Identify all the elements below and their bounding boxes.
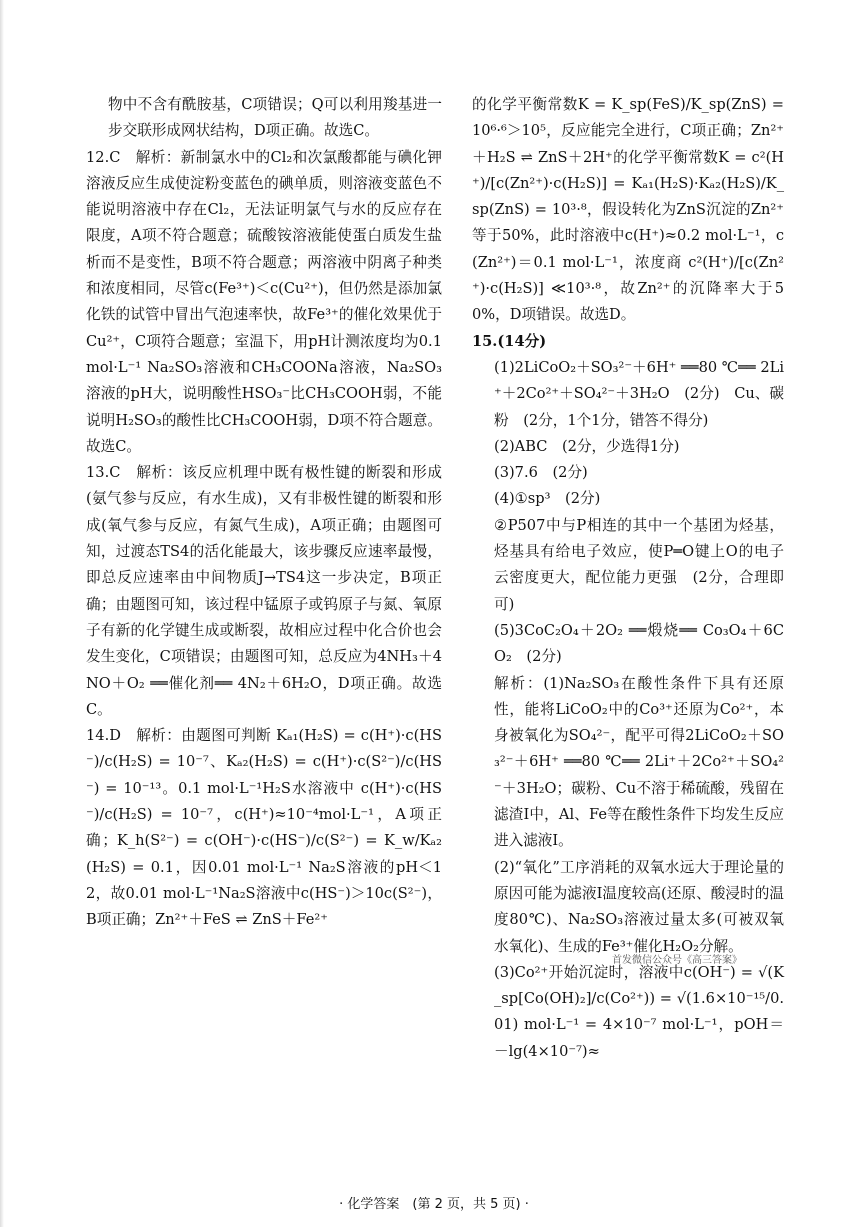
scan-edge — [0, 0, 4, 1227]
answer-15-5: (5)3CoC₂O₄＋2O₂ ══煅烧══ Co₃O₄＋6CO₂ (2分) — [494, 621, 784, 666]
answer-15-4b: ②P507中与P相连的其中一个基团为烃基，烃基具有给电子效应，使P═O键上O的电子云密度更大，配位能力更强 (2分，合理即可) — [494, 516, 784, 613]
question-15-heading: 15.(14分) — [472, 332, 547, 350]
explanation-15-3: (3)Co²⁺开始沉淀时，溶液中c(OH⁻) = √(K_sp[Co(OH)₂]/c(Co²⁺)) = √(1.6×10⁻¹⁵/0.01) mol·L⁻¹ = 4×10⁻⁷ mol·L⁻¹，pOH＝－lg(4×10⁻⁷)≈ — [494, 963, 784, 1060]
answer-15-4a: (4)①sp³ (2分) — [494, 490, 601, 508]
answer-15-3: (3)7.6 (2分) — [494, 464, 588, 482]
right-column — [472, 92, 784, 1065]
watermark: 首发微信公众号《高三答案》 — [612, 955, 742, 966]
answer-13: 13.C 解析：该反应机理中既有极性键的断裂和形成(氨气参与反应，有水生成)，又有非极性键的断裂和形成(氧气参与反应，有氮气生成)，A项正确；由题图可知，过渡态TS4的活化能最大，该步骤反应速率最慢，即总反应速率由中间物质J→TS4这一步决定，B项正确；由题图可知，该过程中锰原子或钨原子与氮、氧原子有新的化学键生成或断裂，故相应过程中化合价也会发生变化，C项错误；由题图可知，总反应为4NH₃＋4NO＋O₂ ══催化剂══ 4N₂＋6H₂O，D项正确。故选C。 — [86, 464, 442, 718]
answer-15-1: (1)2LiCoO₂＋SO₃²⁻＋6H⁺ ══80 ℃══ 2Li⁺＋2Co²⁺＋SO₄²⁻＋3H₂O (2分) Cu、碳粉 (2分，1个1分，错答不得分) — [494, 358, 784, 429]
left-column — [86, 92, 442, 934]
answer-12: 12.C 解析：新制氯水中的Cl₂和次氯酸都能与碘化钾溶液反应生成使淀粉变蓝色的碘单质，则溶液变蓝色不能说明溶液中存在Cl₂，无法证明氯气与水的反应存在限度，A项不符合题意；硫酸铵溶液能使蛋白质发生盐析而不是变性，B项不符合题意；两溶液中阴离子种类和浓度相同，尽管c(Fe³⁺)＜c(Cu²⁺)，但仍然是添加氯化铁的试管中冒出气泡速率快，故Fe³⁺的催化效果优于Cu²⁺，C项符合题意；室温下，用pH计测浓度均为0.1 mol·L⁻¹ Na₂SO₃溶液和CH₃COONa溶液，Na₂SO₃溶液的pH大，说明酸性HSO₃⁻比CH₃COOH弱，不能说明H₂SO₃的酸性比CH₃COOH弱，D项不符合题意。故选C。 — [86, 148, 442, 455]
q14-continuation: 的化学平衡常数K = K_sp(FeS)/K_sp(ZnS) = 10⁶·⁶＞10⁵，反应能完全进行，C项正确；Zn²⁺＋H₂S ⇌ ZnS＋2H⁺的化学平衡常数K = c²(H⁺)/[c(Zn²⁺)·c(H₂S)] = Kₐ₁(H₂S)·Kₐ₂(H₂S)/K_sp(ZnS) = 10³·⁸，假设转化为ZnS沉淀的Zn²⁺等于50%，此时溶液中c(H⁺)≈0.2 mol·L⁻¹，c(Zn²⁺)＝0.1 mol·L⁻¹，浓度商 c²(H⁺)/[c(Zn²⁺)·c(H₂S)] ≪10³·⁸，故Zn²⁺的沉降率大于50%，D项错误。故选D。 — [472, 96, 784, 324]
answer-14: 14.D 解析：由题图可判断 Kₐ₁(H₂S) = c(H⁺)·c(HS⁻)/c(H₂S) = 10⁻⁷、Kₐ₂(H₂S) = c(H⁺)·c(S²⁻)/c(HS⁻) = 10⁻¹³。0.1 mol·L⁻¹H₂S水溶液中 c(H⁺)·c(HS⁻)/c(H₂S) = 10⁻⁷，c(H⁺)≈10⁻⁴mol·L⁻¹，A项正确；K_h(S²⁻) = c(OH⁻)·c(HS⁻)/c(S²⁻) = K_w/Kₐ₂(H₂S) = 0.1，因0.01 mol·L⁻¹ Na₂S溶液的pH＜12，故0.01 mol·L⁻¹Na₂S溶液中c(HS⁻)＞10c(S²⁻)，B项正确；Zn²⁺＋FeS ⇌ ZnS＋Fe²⁺ — [86, 727, 442, 929]
explanation-15-2: (2)“氧化”工序消耗的双氧水远大于理论量的原因可能为滤液Ⅰ温度较高(还原、酸浸时的温度80℃)、Na₂SO₃溶液过量太多(可被双氧水氧化)、生成的Fe³⁺催化H₂O₂分解。 — [494, 858, 784, 955]
answer-15-2: (2)ABC (2分，少选得1分) — [494, 437, 680, 455]
q11-continuation: 物中不含有酰胺基，C项错误；Q可以利用羧基进一步交联形成网状结构，D项正确。故选C。 — [108, 96, 442, 140]
explanation-15-1: 解析：(1)Na₂SO₃在酸性条件下具有还原性，能将LiCoO₂中的Co³⁺还原为Co²⁺，本身被氧化为SO₄²⁻，配平可得2LiCoO₂＋SO₃²⁻＋6H⁺ ══80 ℃══ 2Li⁺＋2Co²⁺＋SO₄²⁻＋3H₂O；碳粉、Cu不溶于稀硫酸，残留在滤渣Ⅰ中，Al、Fe等在酸性条件下均发生反应进入滤液Ⅰ。 — [494, 674, 784, 850]
page-footer: · 化学答案 (第 2 页，共 5 页) · — [339, 1197, 529, 1212]
